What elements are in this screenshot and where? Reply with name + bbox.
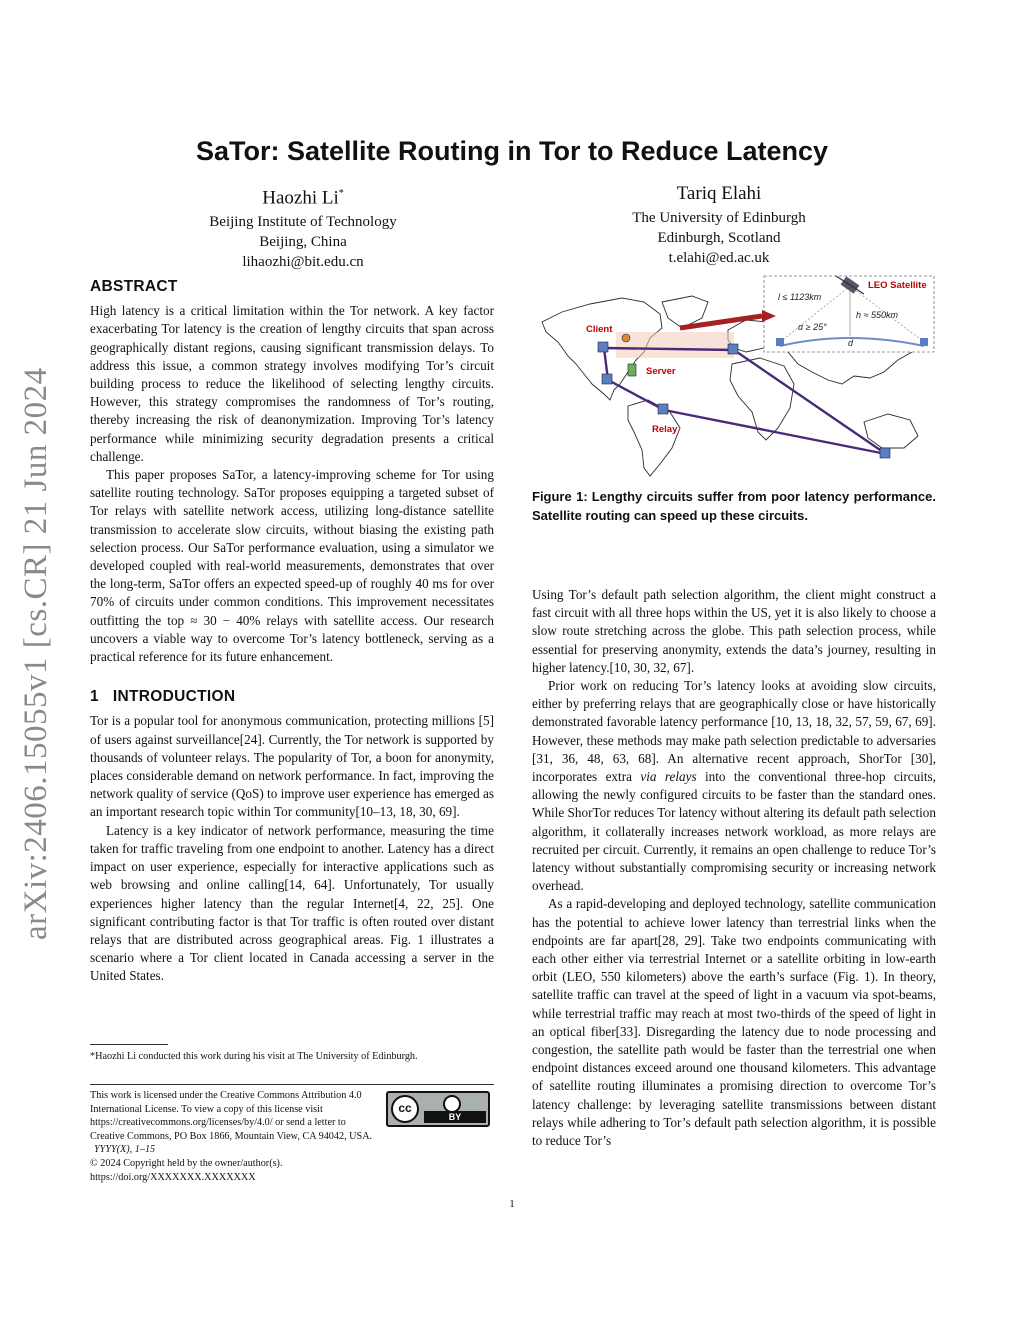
client-user-icon [622, 334, 630, 342]
relay-label: Relay [652, 424, 678, 435]
page-number: 1 [509, 1198, 515, 1210]
distance-label: d [848, 338, 854, 348]
satellite-inset [764, 276, 934, 352]
body-paragraph: Tor is a popular tool for anonymous communication, protecting millions [5] of users against surveillance[24]. Currently, the Tor network is supported by thousands of volunteer relays. The popularity of Tor, a boon for anonymity, places considerable demand on network performance. In fact, improving the network quality of service (QoS) to improve user experience has emerged as an important research topic within Tor community[10–13, 18, 30, 69]. [90, 713, 494, 820]
arxiv-watermark: arXiv:2406.15055v1 [cs.CR] 21 Jun 2024 [18, 367, 54, 940]
abstract-paragraph: High latency is a critical limitation within the Tor network. A key factor exacerbating Tor latency is the creation of lengthy circuits that span across geographically distant regions, causing significant transmission delays. To address this issue, a common strategy involves modifying Tor’s circuit building process to reduce the likelihood of selecting lengthy circuits. However, this strategy compromises the randomness of Tor’s routing, thereby increasing the risk of deanonymization. Improving Tor’s latency performance while minimizing security degradation presents a critical challenge. [90, 303, 494, 464]
by-label: BY [424, 1111, 486, 1123]
satellite-routing-map [532, 272, 942, 482]
paper-title: SaTor: Satellite Routing in Tor to Reduce Latency [195, 136, 829, 166]
author-location: Beijing, China [259, 234, 347, 251]
relay-node-icon [598, 342, 608, 352]
copyright-line: © 2024 Copyright held by the owner/author(s). [90, 1157, 283, 1169]
server-label: Server [646, 366, 676, 377]
footnote: *Haozhi Li conducted this work during his visit at The University of Edinburgh. [90, 1051, 418, 1062]
altitude-label: h ≈ 550km [856, 310, 898, 320]
author-name: Tariq Elahi [676, 183, 762, 204]
body-paragraph: Using Tor’s default path selection algorithm, the client might construct a fast circuit with all three hops within the US, yet it is also likely to choose a slow route stretching across the globe. This path selection process, while essential for preserving anonymity, extends the data’s journey, resulting in higher latency.[10, 30, 32, 67]. [532, 587, 936, 675]
author-block-1 [143, 182, 463, 272]
author-block-2 [559, 182, 879, 268]
ground-station-icon [776, 338, 784, 346]
body-paragraph: Prior work on reducing Tor’s latency looks at avoiding slow circuits, either by preferring relays that are geographically close or have historically demonstrated favorable latency performance [10, 13, 18, 32, 57, 59, 67, 69]. However, these methods may make path selection predictable to adversaries [31, 36, 48, 63, 68]. An alternative recent approach, ShorTor [30], incorporates extra via relays into the conventional three-hop circuits, allowing the newly configured circuits to be faster than the standard ones. While ShorTor reduces Tor latency without altering its default path selection algorithm, it collaterally increases network workload, as more relays are recruited per circuit. Currently, it remains an open challenge to reduce Tor’s latency without substantially compromising security or increasing network overhead. [532, 678, 936, 894]
body-paragraph: As a rapid-developing and deployed technology, satellite communication has the potential to achieve lower latency than terrestrial links when the endpoints are far apart[28, 29]. Take two endpoints communicating with each other either via terrestrial Internet or a satellite orbiting in low-earth orbit (LEO, 550 kilometers) above the earth’s surface (Fig. 1). In theory, satellite traffic can travel at the speed of light in a vacuum via spot-beams, while terrestrial traffic may reach at most two-thirds of the speed of light in an optical fiber[33]. Disregarding the latency due to node processing and congestion, the satellite path would be faster than the terrestrial one when endpoint distances exceed around one thousand kilometers. This advantage of satellite routing illuminates a promising direction to overcome Tor’s latency challenge: by leveraging satellite transmissions between distant relays while adhering to Tor’s default path selection algorithm, it is possible to reduce Tor’s [532, 896, 936, 1149]
client-label: Client [586, 324, 613, 335]
figure-1 [532, 272, 942, 482]
author-email[interactable]: lihaozhi@bit.edu.cn [242, 254, 364, 271]
body-paragraph: Latency is a key indicator of network performance, measuring the time taken for traffic traveling from one endpoint to another. Latency has a direct impact on user experience, especially for interactive applications such as web browsing and online calling[14, 64]. Unfortunately, Tor usually experiences higher latency than the regular Internet[4, 22, 25]. One significant contributing factor is that Tor traffic is often routed over distant relays that are distributed across geographical areas. Fig. 1 illustrates a scenario where a Tor client located in Canada accessing a server in the United States. [90, 822, 494, 984]
ground-station-icon [920, 338, 928, 346]
australia-shape [864, 414, 918, 448]
right-column [532, 586, 936, 1150]
server-icon [628, 364, 636, 376]
license-divider [90, 1084, 494, 1085]
license-text: This work is licensed under the Creative Commons Attribution 4.0 International License. To view a copy of this license visit https://creativecommons.org/licenses/by/4.0/ or send a letter to Creative Commons, PO Box 1866, Mountain View, CA 94042, USA. [90, 1090, 373, 1142]
author-location: Edinburgh, Scotland [657, 230, 781, 246]
license-block [90, 1089, 382, 1184]
author-affiliation: The University of Edinburgh [632, 210, 806, 226]
footnote-divider [90, 1044, 168, 1045]
left-column [90, 278, 494, 986]
author-affiliation: Beijing Institute of Technology [209, 214, 397, 231]
abstract-paragraph: This paper proposes SaTor, a latency-improving scheme for Tor using satellite routing technology. SaTor proposes equipping a targeted subset of Tor relays with satellite network access, utilizing long-distance satellite transmission to accelerate slow circuits, without biasing the existing path selection process. Our SaTor performance evaluation, using a simulator we developed coupled with real-world measurements, demonstrates that over the long-term, SaTor offers an expected speed-up of roughly 40 ms for over 70% of circuits under common conditions. This improvement necessitates outfitting the top ≈ 30 − 40% relays with satellite access. Our research uncovers a viable way to overcome Tor’s latency bottleneck, serving as a practical reference for its future enhancement. [90, 467, 494, 665]
client-region-highlight [616, 332, 734, 358]
intro-heading: 1 INTRODUCTION [90, 688, 236, 706]
path-length-label: l ≤ 1123km [778, 292, 822, 302]
relay-node-icon [728, 344, 738, 354]
cc-icon: cc [391, 1095, 419, 1123]
figure-caption: Figure 1: Lengthy circuits suffer from poor latency performance. Satellite routing can speed up these circuits. [532, 489, 936, 523]
relay-node-icon [880, 448, 890, 458]
abstract-heading: ABSTRACT [90, 278, 178, 295]
author-email[interactable]: t.elahi@ed.ac.uk [668, 250, 770, 266]
relay-node-icon [602, 374, 612, 384]
venue-line: YYYY(X), 1–15 [94, 1144, 156, 1156]
elevation-angle-label: α ≥ 25° [798, 322, 827, 332]
doi-link[interactable]: https://doi.org/XXXXXXX.XXXXXXX [90, 1171, 256, 1183]
cc-by-license-badge[interactable] [386, 1091, 490, 1127]
leo-satellite-label: LEO Satellite [868, 280, 927, 291]
author-name: Haozhi Li* [262, 187, 344, 209]
relay-node-icon [658, 404, 668, 414]
